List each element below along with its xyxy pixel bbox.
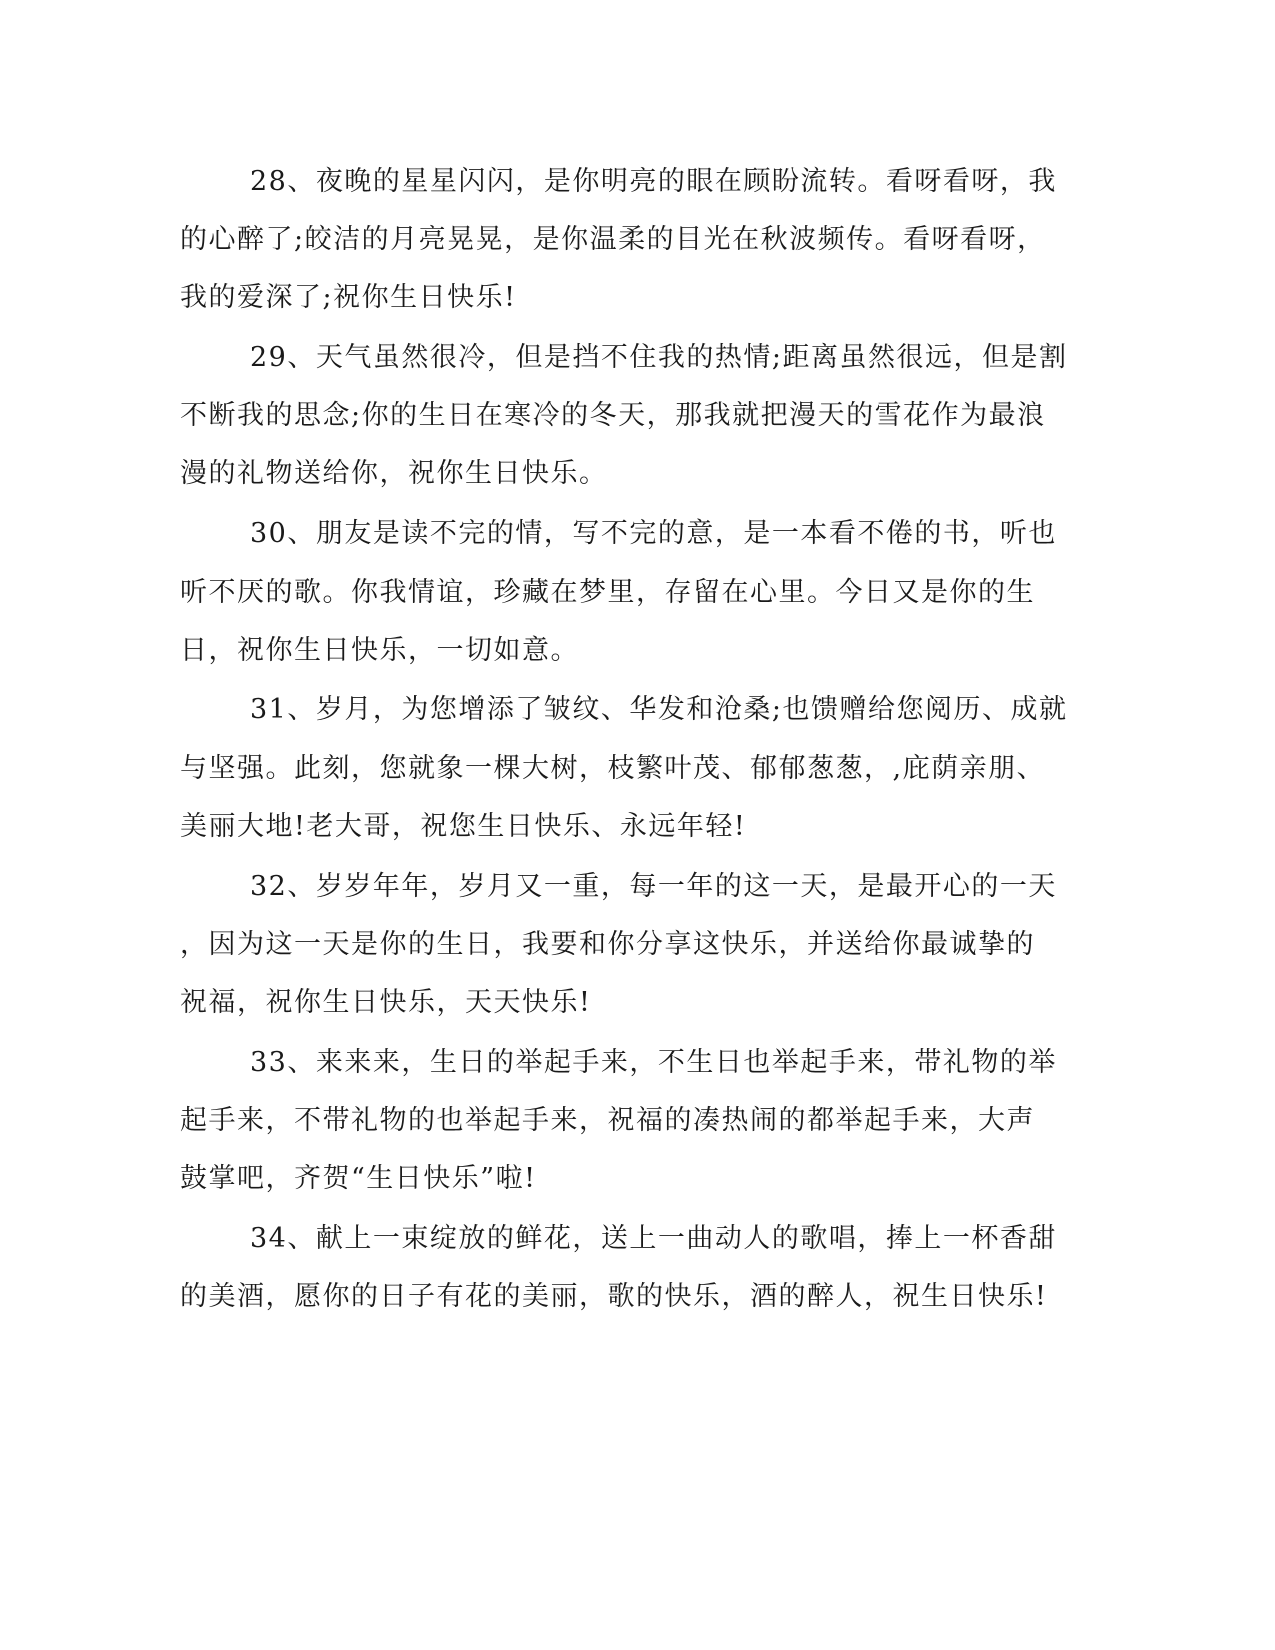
paragraph-line: 32、岁岁年年，岁月又一重，每一年的这一天，是最开心的一天 [250, 871, 1057, 902]
paragraph-line: 的心醉了;皎洁的月亮晃晃，是你温柔的目光在秋波频传。看呀看呀， [180, 224, 1046, 255]
paragraph-line: 鼓掌吧，齐贺“生日快乐”啦! [180, 1163, 537, 1194]
paragraph-line: 祝福，祝你生日快乐，天天快乐! [180, 987, 592, 1018]
paragraph-line: ，因为这一天是你的生日，我要和你分享这快乐，并送给你最诚挚的 [180, 929, 1035, 960]
paragraph-line: 31、岁月，为您增添了皱纹、华发和沧桑;也馈赠给您阅历、成就 [250, 694, 1068, 725]
paragraph-line: 日，祝你生日快乐，一切如意。 [180, 635, 579, 666]
paragraph-line: 34、献上一束绽放的鲜花，送上一曲动人的歌唱，捧上一杯香甜 [250, 1223, 1057, 1254]
paragraph-line: 与坚强。此刻，您就象一棵大树，枝繁叶茂、郁郁葱葱，,庇荫亲朋、 [180, 753, 1046, 784]
paragraph-line: 不断我的思念;你的生日在寒冷的冬天，那我就把漫天的雪花作为最浪 [180, 400, 1046, 431]
paragraph-line: 33、来来来，生日的举起手来，不生日也举起手来，带礼物的举 [250, 1047, 1057, 1078]
paragraph-line: 起手来，不带礼物的也举起手来，祝福的凑热闹的都举起手来，大声 [180, 1105, 1035, 1136]
paragraph-line: 漫的礼物送给你，祝你生日快乐。 [180, 458, 608, 489]
paragraph-line: 听不厌的歌。你我情谊，珍藏在梦里，存留在心里。今日又是你的生 [180, 577, 1035, 608]
paragraph-line: 30、朋友是读不完的情，写不完的意，是一本看不倦的书，听也 [250, 518, 1057, 549]
paragraph-line: 的美酒，愿你的日子有花的美丽，歌的快乐，酒的醉人，祝生日快乐! [180, 1281, 1048, 1312]
paragraph-line: 28、夜晚的星星闪闪，是你明亮的眼在顾盼流转。看呀看呀，我 [250, 166, 1057, 197]
paragraph-line: 我的爱深了;祝你生日快乐! [180, 282, 517, 313]
paragraph-line: 美丽大地!老大哥，祝您生日快乐、永远年轻! [180, 811, 747, 842]
paragraph-line: 29、天气虽然很冷，但是挡不住我的热情;距离虽然很远，但是割 [250, 342, 1068, 373]
